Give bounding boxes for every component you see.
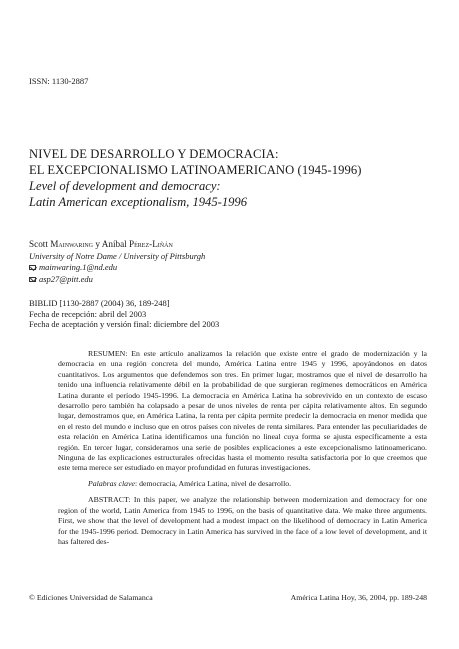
keywords-paragraph [58,479,427,489]
issn: ISSN: 1130-2887 [29,76,89,86]
page-footer [29,593,427,602]
accepted-date: Fecha de aceptación y versión final: diciembre del 2003 [29,319,220,329]
keywords-label: Palabras clave [88,478,135,488]
affiliation: University of Notre Dame / University of Pittsburgh [29,250,206,261]
title-es-line2: EL EXCEPCIONALISMO LATINOAMERICANO (1945-1996) [29,163,362,177]
author1-last: Mainwaring [50,239,94,249]
email-1[interactable]: mainwaring.1@nd.edu [39,262,118,272]
biblid-block [29,298,429,330]
title-es-line1: NIVEL DE DESARROLLO Y DEMOCRACIA: [29,147,279,161]
author-conjunction: y [93,239,102,249]
email-2[interactable]: asp27@pitt.edu [39,273,93,284]
author2-first: Aníbal [101,239,130,249]
footer-citation: América Latina Hoy, 36, 2004, pp. 189-248 [290,593,427,602]
title-spanish [29,146,429,178]
author1-first: Scott [29,239,51,249]
author2-last: Pérez-Liñán [129,239,173,249]
email-row-2 [29,274,429,286]
envelope-icon [29,277,36,282]
email-row-1 [29,262,429,274]
abstract-block [58,349,427,552]
keywords-text: : democracia, América Latina, nivel de desarrollo. [135,478,292,488]
envelope-icon [29,265,36,270]
footer-publisher: © Ediciones Universidad de Salamanca [29,593,153,602]
author-names [29,239,429,251]
received-date: Fecha de recepción: abril del 2003 [29,308,147,319]
authors-block [29,239,429,285]
title-en-line2: Latin American exceptionalism, 1945-1996 [29,195,248,209]
biblid: BIBLID [1130-2887 (2004) 36, 189-248] [29,298,170,308]
title-en-line1: Level of development and democracy: [29,179,221,193]
article-title-block [29,146,429,210]
resumen-paragraph: RESUMEN: En este artículo analizamos la relación que existe entre el grado de modernización y la democracia en una región concreta del mundo, América Latina entre 1945 y 1996, apoyándonos en datos cuantitativos. Los argumentos que defendemos son tres. En primer lugar, mostramos que el nivel de desarrollo ha tenido una influencia relativamente débil en la probabilidad de que surgieran regímenes democráticos en América Latina durante el período 1945-1996. La democracia en América Latina ha sobrevivido en un contexto de escaso desarrollo pero también ha colapsado a pesar de unos niveles de renta per cápita relativamente altos. En segundo lugar, demostramos que, en América Latina, la renta per cápita permite predecir la democracia en menor medida que en el resto del mundo e incluso que en otros países con niveles de renta similares. Para entender las peculiaridades de esta relación en América Latina identificamos una función no lineal cuya forma se ajusta específicamente a esta región. En tercer lugar, consideramos una serie de posibles explicaciones a este excepcionalismo latinoamericano. Ninguna de las explicaciones estructurales ofrecidas hasta el momento resulta satisfactoria por lo que creemos que este tema merece ser estudiado en mayor profundidad en futuras investigaciones. [58,349,427,473]
abstract-english-paragraph: ABSTRACT: In this paper, we analyze the relationship between modernization and democracy for one region of the world, Latin America from 1945 to 1996, on the basis of quantitative data. We make three arguments. First, we show that the level of development had a modest impact on the likelihood of democracy in Latin America for the 1945-1996 period. Democracy in Latin America has survived in the face of a low level of development, and it has faltered des- [58,495,427,546]
title-english [29,178,429,210]
